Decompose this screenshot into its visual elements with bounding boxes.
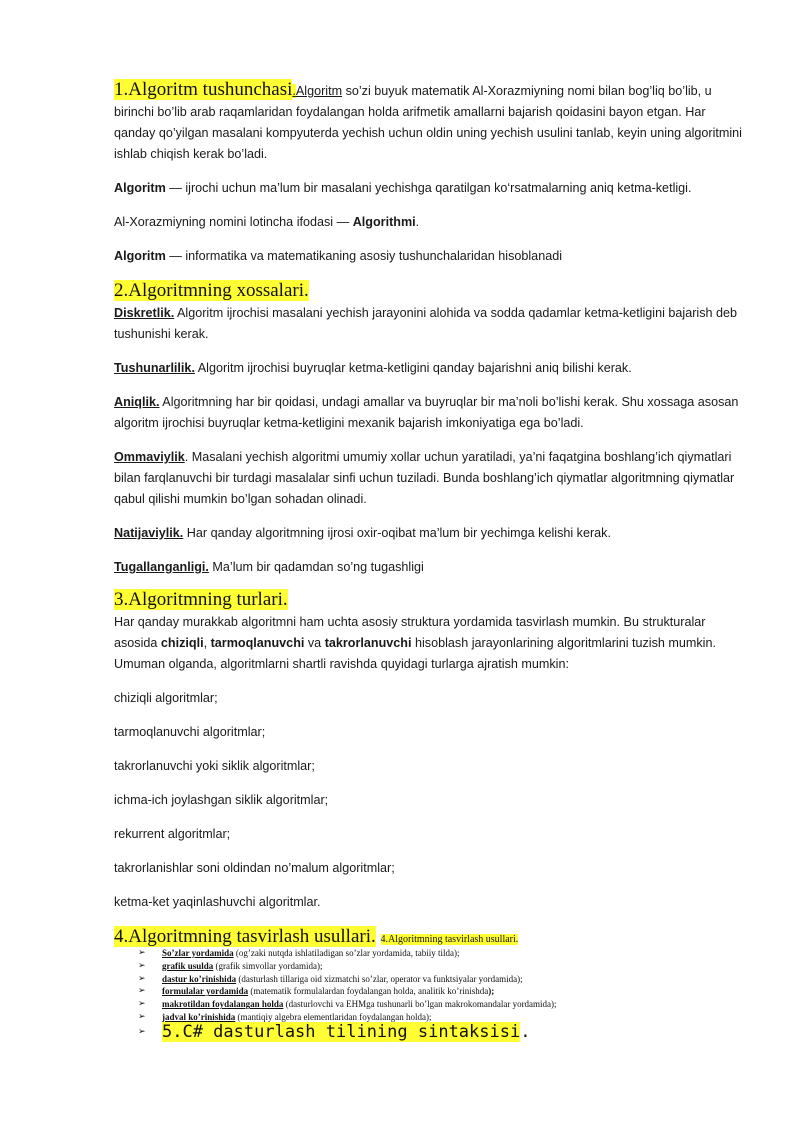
term-chiziqli: chiziqli xyxy=(160,636,204,650)
property-term: Diskretlik. xyxy=(114,306,175,320)
definition-1-term: Algoritm xyxy=(114,181,166,195)
method-term: grafik usulda xyxy=(162,960,214,971)
list-item xyxy=(138,998,758,1011)
arrow-bullet-icon: ➢ xyxy=(138,986,146,997)
property-term: Tushunarlilik. xyxy=(114,361,195,375)
type-item: rekurrent algoritmlar; xyxy=(114,827,231,841)
method-text: (og’zaki nutqda ishlatiladigan so’zlar yordamida, tabiiy tilda); xyxy=(233,948,460,958)
section-5 xyxy=(138,1022,530,1042)
property-aniqlik xyxy=(114,392,744,434)
section-3-heading: 3.Algoritmning turlari. xyxy=(114,589,288,610)
method-text: (dasturlash tillariga oid xizmatchi so’zlar, operator va funktsiyalar yordamida); xyxy=(236,973,523,984)
section-2-heading: 2.Algoritmning xossalari. xyxy=(114,280,309,301)
definition-2-end: . xyxy=(415,215,420,229)
section-2 xyxy=(114,279,744,578)
intro-part: hisoblash jarayonlarining algoritmlarini tuzish mumkin. Umuman olganda, algoritmlarni shartli ravishda quyidagi turlarga ajratish mumkin: xyxy=(114,636,716,671)
section-1 xyxy=(114,78,744,267)
arrow-bullet-icon: ➢ xyxy=(138,999,146,1010)
type-item: tarmoqlanuvchi algoritmlar; xyxy=(114,725,266,739)
property-term: Tugallanganligi. xyxy=(114,560,209,574)
term-tarmoqlanuvchi: tarmoqlanuvchi xyxy=(210,636,305,650)
intro-part: , xyxy=(203,636,211,650)
arrow-bullet-icon: ➢ xyxy=(138,1027,146,1037)
property-text: Har qanday algoritmning ijrosi oxir-oqibat ma’lum bir yechimga kelishi kerak. xyxy=(183,526,611,540)
method-term: dastur ko’rinishida xyxy=(162,973,237,984)
intro-part: va xyxy=(304,636,325,650)
method-text: (matematik formulalardan foydalangan holda, analitik ko’rinishda xyxy=(248,986,489,997)
section-5-heading-dot: . xyxy=(520,1022,531,1042)
definition-2-text: Al-Xorazmiyning nomini lotincha ifodasi — xyxy=(114,215,353,229)
methods-list xyxy=(138,947,758,1024)
section-5-heading: 5.C# dasturlash tilining sintaksisi xyxy=(162,1022,521,1042)
definition-3-text: — informatika va matematikaning asosiy tushunchalaridan hisoblanadi xyxy=(165,249,562,263)
property-tugallanganligi xyxy=(114,557,744,578)
method-term: makrotildan foydalangan holda xyxy=(162,999,284,1010)
property-text: Ma’lum bir qadamdan so’ng tugashligi xyxy=(208,560,424,574)
intro-part: Har qanday murakkab algoritmni ham uchta asosiy struktura yordamida tasvirlash mumkin. Bu strukturalar asosida xyxy=(114,615,706,650)
method-term: jadval ko’rinishida xyxy=(162,1011,236,1022)
property-diskretlik xyxy=(114,303,744,345)
type-item: chiziqli algoritmlar; xyxy=(114,691,218,705)
method-term: formulalar yordamida xyxy=(162,986,249,997)
arrow-bullet-icon: ➢ xyxy=(138,960,146,971)
method-tail: ); xyxy=(488,986,495,997)
list-item xyxy=(138,947,758,960)
property-term: Ommaviylik xyxy=(114,450,185,464)
definition-3 xyxy=(114,246,744,267)
type-item: ketma-ket yaqinlashuvchi algoritmlar. xyxy=(114,895,321,909)
property-text: Algoritm ijrochisi buyruqlar ketma-ketligini qanday bajarishni aniq bilishi kerak. xyxy=(194,361,632,375)
property-text: . Masalani yechish algoritmi umumiy xollar uchun yaratiladi, ya’ni faqatgina boshlang’ich qiymatlari bilan farqlanuvchi bir turdagi masalalar sinfi uchun tuziladi. Bunda boshlang’ich qiymatlar algoritmning qiymatlar qabul qilishi mumkin bo’lgan sohadan olinadi. xyxy=(114,450,735,506)
definition-2-term: Algorithmi xyxy=(352,215,416,229)
section-1-heading: 1.Algoritm tushunchasi xyxy=(114,79,293,100)
heading-dot: . xyxy=(292,84,296,98)
property-term: Natijaviylik. xyxy=(114,526,184,540)
list-item xyxy=(138,973,758,986)
list-item xyxy=(138,985,758,998)
type-item: ichma-ich joylashgan siklik algoritmlar; xyxy=(114,793,329,807)
arrow-bullet-icon: ➢ xyxy=(138,973,146,984)
list-item xyxy=(138,960,758,973)
section-3-intro xyxy=(114,612,744,675)
property-natijaviylik xyxy=(114,523,744,544)
section-4-heading: 4.Algoritmning tasvirlash usullari. xyxy=(114,926,376,947)
type-item: takrorlanishlar soni oldindan no’malum algoritmlar; xyxy=(114,861,395,875)
type-item: takrorlanuvchi yoki siklik algoritmlar; xyxy=(114,759,315,773)
definition-1-text: — ijrochi uchun ma’lum bir masalani yechishga qaratilgan ko‘rsatmalarning aniq ketma-ketligi. xyxy=(165,181,692,195)
method-text: (dasturlovchi va EHMga tushunarli bo’lgan makrokomandalar yordamida); xyxy=(283,999,557,1010)
section-3 xyxy=(114,588,744,913)
method-text: (grafik simvollar yordamida); xyxy=(213,960,323,971)
method-text: (mantiqiy algebra elementlaridan foydalangan holda); xyxy=(235,1011,432,1022)
section-1-intro xyxy=(114,78,744,165)
property-text: Algoritmning har bir qoidasi, undagi amallar va buyruqlar bir ma’noli bo’lishi kerak. Shu xossaga asosan algoritm ijrochisi buyruqlar ketma-ketligini mexanik bajarish imkoniyatiga ega bo’ladi. xyxy=(114,395,739,430)
definition-3-term: Algoritm xyxy=(114,249,166,263)
property-ommaviylik xyxy=(114,447,744,510)
arrow-bullet-icon: ➢ xyxy=(138,948,146,958)
section-4-heading-small: 4.Algoritmning tasvirlash usullari. xyxy=(380,934,519,945)
property-text: Algoritm ijrochisi masalani yechish jarayonini alohida va sodda qadamlar ketma-ketligini bajarish deb tushunishi kerak. xyxy=(114,306,738,341)
method-term: So’zlar yordamida xyxy=(162,948,234,958)
property-tushunarlilik xyxy=(114,358,744,379)
term-algoritm: Algoritm xyxy=(295,84,343,98)
term-takrorlanuvchi: takrorlanuvchi xyxy=(324,636,412,650)
definition-1 xyxy=(114,178,744,199)
property-term: Aniqlik. xyxy=(114,395,160,409)
arrow-bullet-icon: ➢ xyxy=(138,1011,146,1022)
definition-2 xyxy=(114,212,744,233)
intro-text: so’zi buyuk matematik Al-Xorazmiyning nomi bilan bog’liq bo’lib, u birinchi bo’lib arab raqamlaridan foydalangan holda arifmetik amallarni bajarish qoidasini bayon etgan. Har qanday qo’yilgan masalani kompyuterda yechish uchun oldin uning yechish usulini tanlab, keyin uning algoritmini ishlab chiqish kerak bo’ladi. xyxy=(114,84,742,161)
